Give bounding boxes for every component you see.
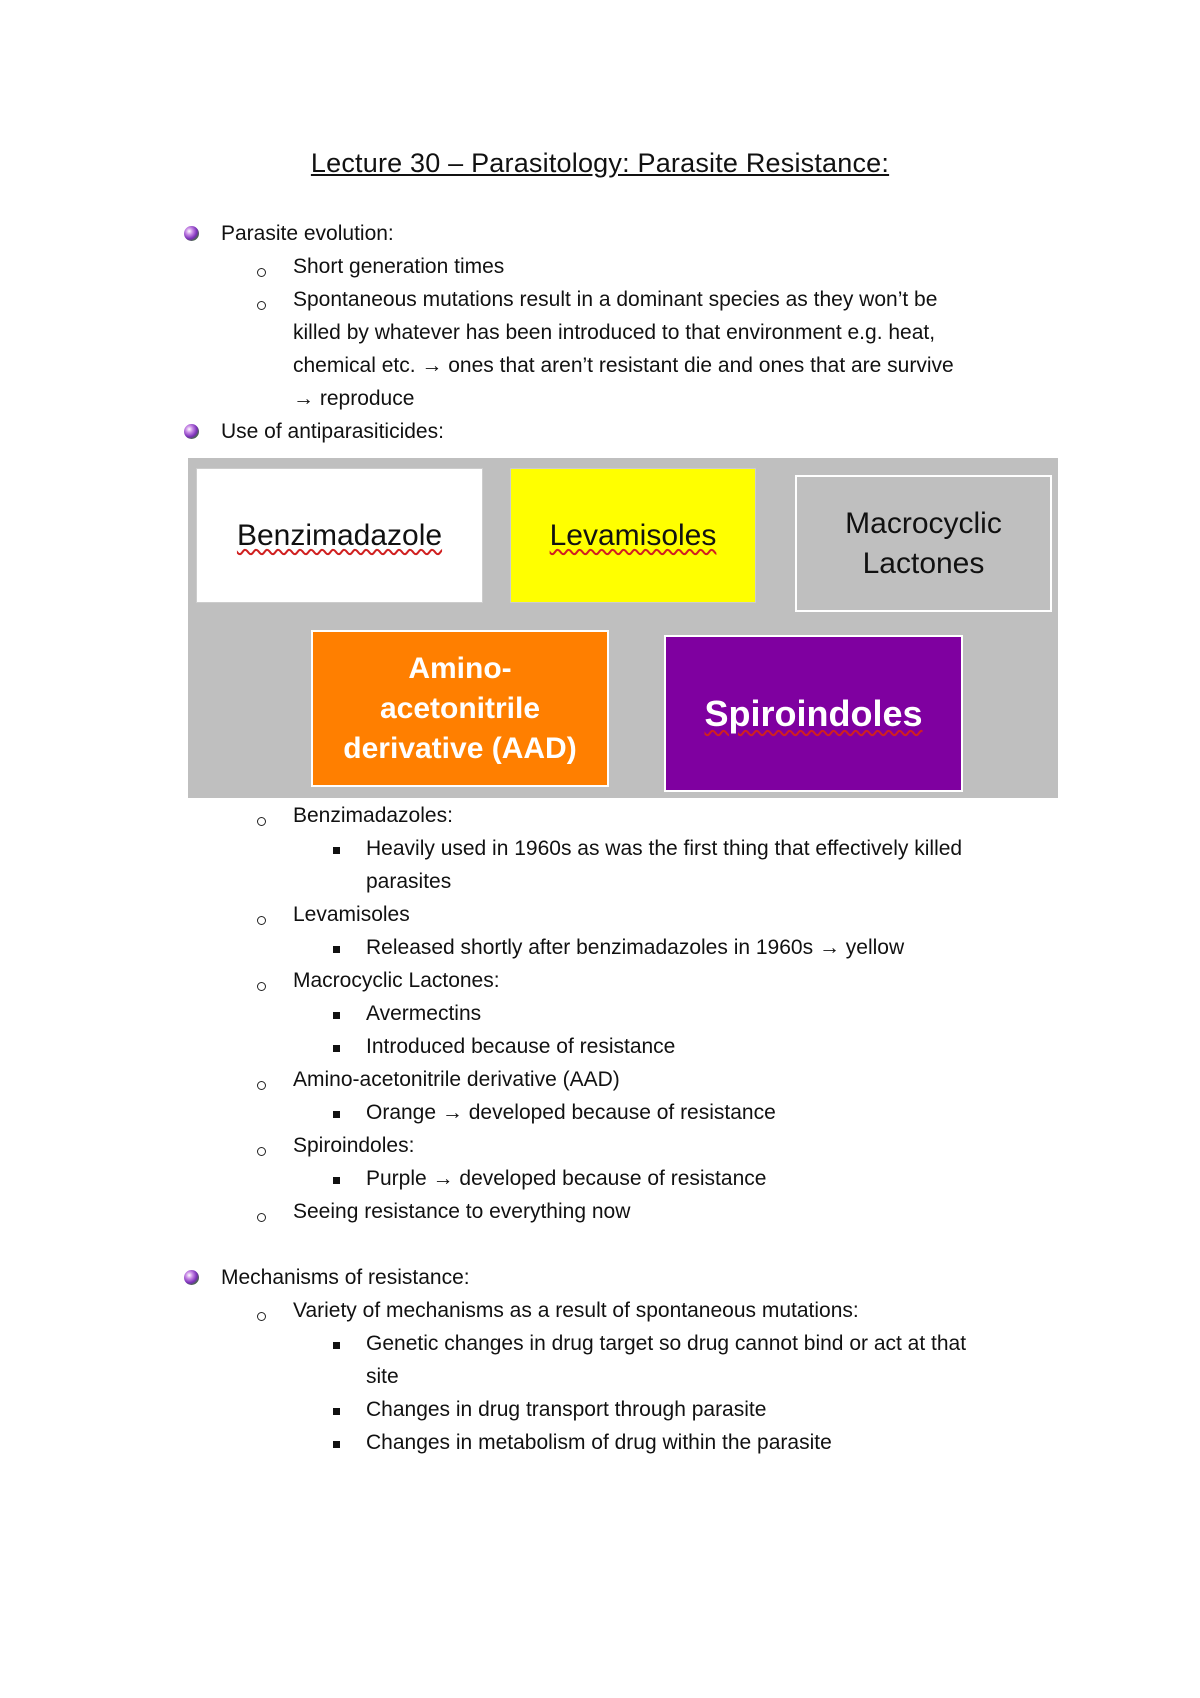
square-bullet-icon	[333, 1111, 340, 1118]
spiroindoles-sub	[366, 1163, 766, 1195]
mechanisms-heading: Mechanisms of resistance:	[221, 1266, 470, 1289]
circle-bullet-icon	[257, 982, 266, 991]
mechanisms-variety: Variety of mechanisms as a result of spontaneous mutations:	[293, 1299, 859, 1322]
circle-bullet-icon	[257, 817, 266, 826]
circle-bullet-icon	[257, 301, 266, 310]
evolution-item-2-line2: killed by whatever has been introduced to that environment e.g. heat,	[293, 321, 936, 344]
aad-sub-b: developed because of resistance	[468, 1101, 776, 1124]
evolution-item-2-line4-text: reproduce	[319, 387, 415, 410]
mechanism-1-line2: site	[366, 1365, 399, 1388]
square-bullet-icon	[333, 847, 340, 854]
levamisoles-sub-a: Released shortly after benzimadazoles in 1960s	[366, 936, 814, 959]
evolution-item-2-line3	[293, 350, 954, 382]
evolution-item-2-line1: Spontaneous mutations result in a dominant species as they won’t be	[293, 288, 938, 311]
mechanism-3: Changes in metabolism of drug within the parasite	[366, 1431, 832, 1454]
circle-bullet-icon	[257, 1312, 266, 1321]
mechanism-1-line1: Genetic changes in drug target so drug cannot bind or act at that	[366, 1332, 967, 1355]
antiparasiticides-heading: Use of antiparasiticides:	[221, 420, 444, 443]
circle-bullet-icon	[257, 1147, 266, 1156]
circle-bullet-icon	[257, 916, 266, 925]
diagram-box-aad	[311, 630, 609, 787]
aad-box-line2: acetonitrile	[379, 691, 541, 725]
square-bullet-icon	[333, 1408, 340, 1415]
arrow-right-icon: →	[441, 1101, 463, 1124]
circle-bullet-icon	[257, 1081, 266, 1090]
aad-label: Amino-acetonitrile derivative (AAD)	[293, 1068, 620, 1091]
seeing-resistance: Seeing resistance to everything now	[293, 1200, 631, 1223]
arrow-right-icon: →	[293, 387, 314, 410]
benzimadazoles-label: Benzimadazoles:	[293, 804, 453, 827]
aad-sub-a: Orange	[366, 1101, 437, 1124]
macrocyclic-box-line2: Lactones	[862, 546, 985, 580]
bullet-orb-icon	[184, 226, 199, 241]
levamisoles-sub	[366, 932, 904, 964]
benzimadazoles-sub-line2: parasites	[366, 870, 452, 893]
square-bullet-icon	[333, 946, 340, 953]
bullet-orb-icon	[184, 424, 199, 439]
page-title: Lecture 30 – Parasitology: Parasite Resistance:	[310, 148, 890, 178]
square-bullet-icon	[333, 1441, 340, 1448]
diagram-box-spiroindoles	[664, 635, 963, 792]
diagram-box-levamisoles	[510, 468, 756, 603]
circle-bullet-icon	[257, 1213, 266, 1222]
spiroindoles-box-label: Spiroindoles	[704, 692, 923, 734]
arrow-right-icon: →	[432, 1167, 454, 1190]
antiparasiticides-diagram	[188, 458, 1058, 798]
diagram-box-macrocyclic	[795, 475, 1052, 612]
macrocyclic-sub-1: Avermectins	[366, 1002, 482, 1025]
spiroindoles-sub-a: Purple	[366, 1167, 427, 1190]
mechanism-2: Changes in drug transport through parasite	[366, 1398, 767, 1421]
aad-sub	[366, 1097, 776, 1129]
bullet-orb-icon	[184, 1270, 199, 1285]
square-bullet-icon	[333, 1342, 340, 1349]
evolution-item-1: Short generation times	[293, 255, 505, 278]
square-bullet-icon	[333, 1012, 340, 1019]
spiroindoles-label: Spiroindoles:	[293, 1134, 415, 1157]
evolution-item-2-line3b: ones that aren’t resistant die and ones that are survive	[448, 354, 954, 377]
macrocyclic-box-line1: Macrocyclic	[845, 506, 1002, 540]
levamisoles-box-label: Levamisoles	[549, 518, 717, 552]
levamisoles-label: Levamisoles	[293, 903, 410, 926]
evolution-item-2-line4	[293, 383, 414, 415]
circle-bullet-icon	[257, 268, 266, 277]
arrow-right-icon: →	[421, 354, 443, 377]
macrocyclic-sub-2: Introduced because of resistance	[366, 1035, 676, 1058]
benzimadazoles-sub-line1: Heavily used in 1960s as was the first thing that effectively killed	[366, 837, 963, 860]
aad-box-line1: Amino-	[408, 651, 512, 685]
square-bullet-icon	[333, 1045, 340, 1052]
evolution-item-2-line3a: chemical etc.	[293, 354, 416, 377]
benzimadazole-box-label: Benzimadazole	[236, 518, 443, 552]
square-bullet-icon	[333, 1177, 340, 1184]
levamisoles-sub-b: yellow	[845, 936, 905, 959]
diagram-box-benzimadazole	[196, 468, 483, 603]
aad-box-line3: derivative (AAD)	[343, 731, 577, 765]
arrow-right-icon: →	[818, 936, 840, 959]
evolution-heading: Parasite evolution:	[221, 222, 394, 245]
spiroindoles-sub-b: developed because of resistance	[459, 1167, 767, 1190]
macrocyclic-label: Macrocyclic Lactones:	[293, 969, 500, 992]
